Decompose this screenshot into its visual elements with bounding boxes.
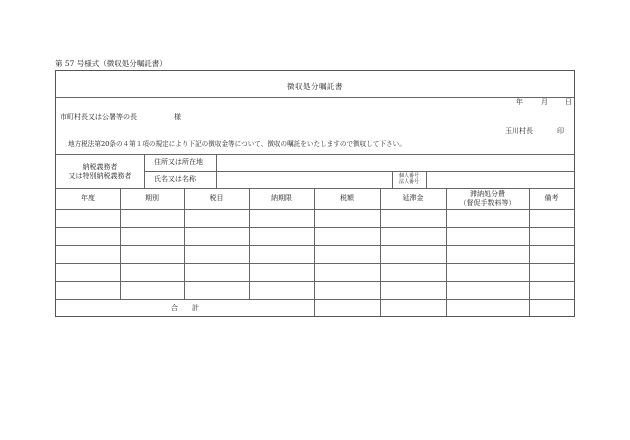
commission-statement: 地方税法第20条の４第１項の規定により下記の徴収金等について、徴収の嘱託をいたしますので徴収して下さい。 [68, 140, 406, 148]
taxpayer-label-line1: 納税義務者 [82, 163, 118, 171]
date-day-label: 日 [565, 98, 572, 106]
taxpayer-label-line2: 又は特別納税義務者 [68, 172, 132, 180]
header-tax-amount: 税額 [340, 194, 354, 202]
taxpayer-field-divider [216, 154, 217, 188]
table-top-line [56, 188, 574, 189]
document-title: 徴収処分嘱託書 [287, 82, 343, 91]
address-label: 住所又は所在地 [154, 158, 203, 166]
header-disposition-fee: 滞納処分費 [470, 190, 505, 198]
date-month-label: 月 [541, 98, 548, 106]
col-divider [120, 188, 121, 299]
total-label: 合 計 [171, 304, 199, 312]
addressee-label: 市町村長又は公署等の長 [60, 113, 137, 121]
personal-number-label: 個人番号 [398, 173, 419, 179]
taxpayer-label-divider [144, 154, 145, 188]
addressee-honorific: 様 [174, 113, 181, 121]
row-line [56, 245, 574, 246]
taxpayer-top-line [56, 154, 574, 155]
header-delinquency-charge: 延滞金 [402, 194, 424, 202]
row-line [56, 281, 574, 282]
col-divider [446, 188, 447, 316]
header-tax-item: 税目 [209, 194, 224, 202]
col-divider [184, 188, 185, 299]
id-label-divider [426, 171, 427, 188]
id-number-label [392, 173, 426, 186]
header-period: 期別 [145, 194, 159, 202]
issuer-name: 玉川村長 [505, 127, 533, 135]
header-disposition-fee-sub: （督促手数料等） [459, 199, 516, 207]
corporate-number-label: 法人番号 [398, 179, 419, 186]
row-line [56, 263, 574, 264]
total-row-top-line [56, 299, 574, 300]
header-remarks: 備考 [544, 194, 559, 202]
header-fiscal-year: 年度 [81, 194, 95, 202]
col-divider [529, 188, 530, 316]
header-due-date: 納期限 [271, 194, 292, 202]
title-divider [56, 97, 574, 98]
row-line [56, 227, 574, 228]
col-divider [380, 188, 381, 316]
date-year-label: 年 [516, 98, 523, 106]
name-label: 氏名又は名称 [154, 175, 196, 183]
commission-form [55, 70, 575, 317]
form-number-label: 第 57 号様式（徴収処分嘱託書） [55, 59, 167, 68]
taxpayer-mid-line [144, 171, 574, 172]
col-divider [314, 188, 315, 316]
seal-mark: 印 [557, 127, 564, 135]
col-divider [249, 188, 250, 299]
table-header-bottom [56, 209, 574, 210]
